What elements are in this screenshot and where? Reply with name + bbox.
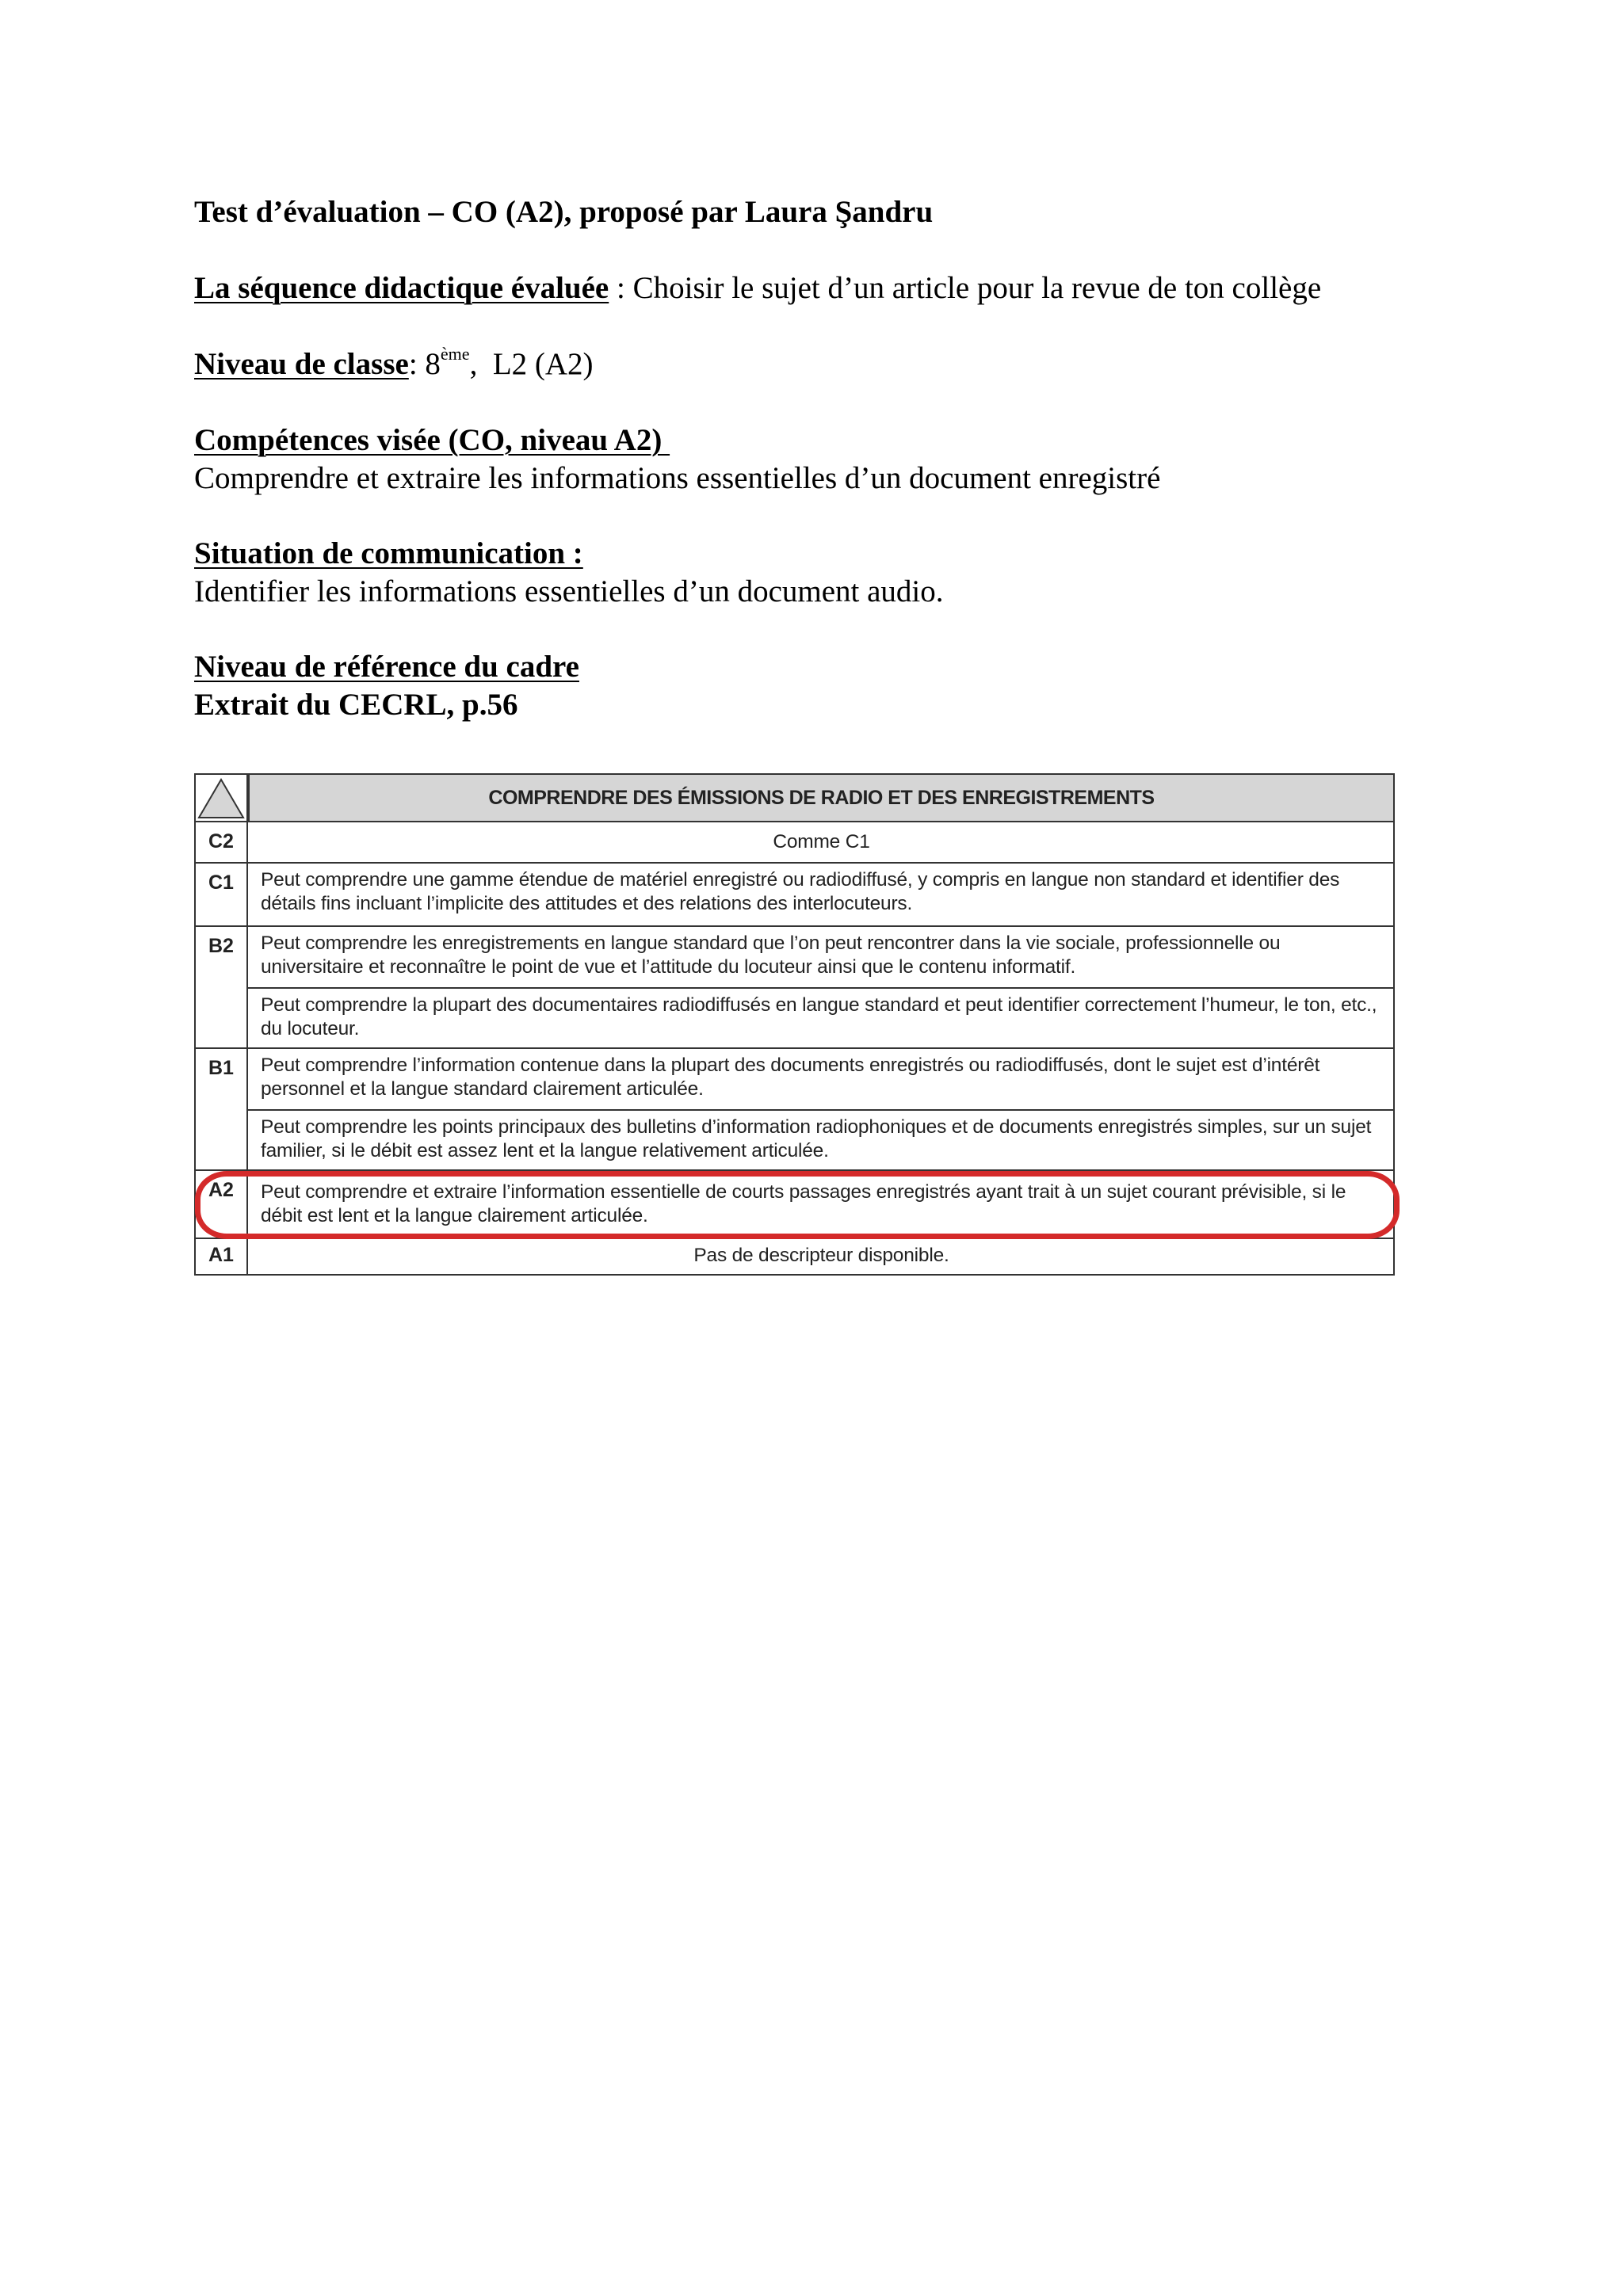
niveau-classe-sup: ème [440, 344, 470, 364]
niveau-classe-label: Niveau de classe [194, 347, 409, 381]
descriptor-b1-2: Peut comprendre les points principaux des bulletins d’information radiophoniques et de documents enregistrés simples, sur un sujet familier, si le débit est assez lent et la langue relativement articulée. [248, 1111, 1395, 1171]
niveau-classe-rest: , L2 (A2) [469, 347, 594, 381]
triangle-icon [194, 773, 248, 822]
sequence-label: La séquence didactique évaluée [194, 271, 609, 305]
reference-label: Niveau de référence du cadre [194, 650, 579, 684]
descriptor-b2-1: Peut comprendre les enregistrements en langue standard que l’on peut rencontrer dans la vie sociale, professionnelle ou universitaire et reconnaître le point de vue et l’attitude du locuteur ainsi que le contenu informatif. [248, 927, 1395, 989]
niveau-classe-value: 8 [425, 347, 441, 381]
table-header: COMPRENDRE DES ÉMISSIONS DE RADIO ET DES ENREGISTREMENTS [248, 773, 1395, 822]
document-title: Test d’évaluation – CO (A2), proposé par Laura Şandru [194, 195, 934, 229]
descriptor-a1: Pas de descripteur disponible. [248, 1239, 1395, 1276]
descriptor-c2: Comme C1 [248, 822, 1395, 864]
situation-text: Identifier les informations essentielles d’un document audio. [194, 574, 944, 608]
level-c1: C1 [194, 864, 248, 927]
competences-label: Compétences visée (CO, niveau A2) [194, 423, 670, 457]
level-c2: C2 [194, 822, 248, 864]
level-a2: A2 [194, 1171, 248, 1239]
sequence-line [194, 269, 1321, 307]
level-a1: A1 [194, 1239, 248, 1276]
level-b2: B2 [194, 927, 248, 1049]
descriptor-b2-2: Peut comprendre la plupart des documentaires radiodiffusés en langue standard et peut identifier correctement l’humeur, le ton, etc., du locuteur. [248, 989, 1395, 1049]
reference-source: Extrait du CECRL, p.56 [194, 688, 518, 722]
sequence-value: Choisir le sujet d’un article pour la revue de ton collège [632, 271, 1322, 305]
competences-text: Comprendre et extraire les informations essentielles d’un document enregistré [194, 461, 1161, 495]
niveau-classe-separator: : [408, 347, 426, 381]
level-b1: B1 [194, 1049, 248, 1171]
descriptor-b1-1: Peut comprendre l’information contenue dans la plupart des documents enregistrés ou radiodiffusés, dont le sujet est d’intérêt personnel et la langue standard clairement articulée. [248, 1049, 1395, 1111]
niveau-classe-line [194, 345, 594, 383]
situation-label: Situation de communication : [194, 536, 583, 570]
a2-highlight-circle [195, 1171, 1400, 1239]
descriptor-a2: Peut comprendre et extraire l’information essentielle de courts passages enregistrés ayant trait à un sujet courant prévisible, si le débit est lent et la langue clairement articulée. [248, 1171, 1395, 1239]
descriptor-c1: Peut comprendre une gamme étendue de matériel enregistré ou radiodiffusé, y compris en langue non standard et identifier des détails fins incluant l’implicite des attitudes et des relations des interlocuteurs. [248, 864, 1395, 927]
sequence-separator: : [609, 271, 633, 305]
